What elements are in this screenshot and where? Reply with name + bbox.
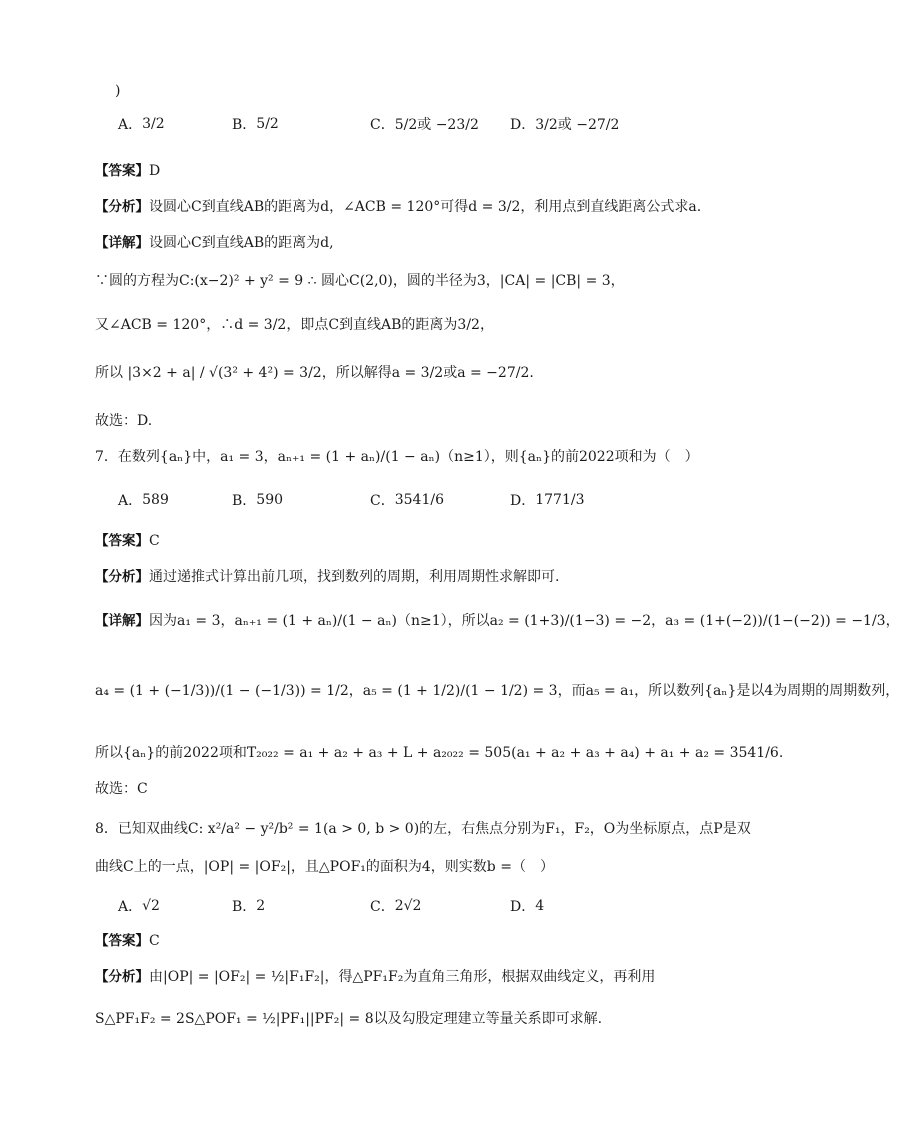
q6-answer <box>95 160 704 182</box>
q6-detail-line4: 所以 |3×2 + a| / √(3² + 4²) = 3/2，所以解得a = 3/2或a = −27/2. <box>95 365 534 381</box>
q6-detail-line2: ∵圆的方程为C:(x−2)² + y² = 9 ∴ 圆心C(2,0)，圆的半径为3，|CA| = |CB| = 3， <box>95 273 625 289</box>
q8-option-d-value: 4 <box>535 898 545 914</box>
q8-analysis-tag: 【分析】 <box>95 969 149 985</box>
q7-option-d-value: 1771/3 <box>535 492 585 508</box>
q8-answer <box>95 930 704 952</box>
q8-option-d[interactable] <box>510 896 544 916</box>
q8-option-d-label: D． <box>510 899 536 915</box>
q6-option-d-value: 3/2或 −27/2 <box>535 117 620 133</box>
q7-option-a-label: A． <box>118 493 143 509</box>
q6-option-c-value: 5/2或 −23/2 <box>394 117 479 133</box>
q8-analysis-line1-text: 由|OP| = |OF₂| = ½|F₁F₂|，得△PF₁F₂为直角三角形，根据双曲线定义，再利用 <box>149 969 656 985</box>
q7-stem: 7．在数列{aₙ}中，a₁ = 3，aₙ₊₁ = (1 + aₙ)/(1 − aₙ)（n≥1），则{aₙ}的前2022项和为（ ） <box>95 449 699 465</box>
q7-choice: 故选：C <box>95 781 148 797</box>
q6-option-c[interactable] <box>370 114 479 134</box>
q6-option-b[interactable] <box>232 114 279 134</box>
q8-option-b-label: B． <box>232 899 257 915</box>
q8-stem-line2: 曲线C上的一点，|OP| = |OF₂|，且△POF₁的面积为4，则实数b =（ ） <box>95 859 554 875</box>
q8-option-c[interactable] <box>370 896 421 916</box>
q6-detail-tag: 【详解】 <box>95 235 149 251</box>
q6-analysis <box>95 196 704 218</box>
q7-option-a[interactable] <box>118 490 169 510</box>
q7-option-b-value: 590 <box>256 492 284 508</box>
q6-stem-tail: ) <box>115 83 121 99</box>
q6-detail-line3: 又∠ACB = 120°，∴d = 3/2，即点C到直线AB的距离为3/2， <box>95 317 494 333</box>
q6-choice: 故选：D. <box>95 413 153 429</box>
q7-analysis-tag: 【分析】 <box>95 569 149 585</box>
q7-answer-tag: 【答案】 <box>95 533 149 549</box>
q7-option-c[interactable] <box>370 490 444 510</box>
q7-detail-line3: 所以{aₙ}的前2022项和T₂₀₂₂ = a₁ + a₂ + a₃ + L + a₂₀₂₂ = 505(a₁ + a₂ + a₃ + a₄) + a₁ + a₂ = 3541/6. <box>95 745 784 761</box>
q6-option-a-value: 3/2 <box>142 116 165 132</box>
q7-answer-text: C <box>149 533 160 549</box>
q7-option-b-label: B． <box>232 493 257 509</box>
q7-detail-line1 <box>95 610 900 632</box>
q6-option-d-label: D． <box>510 117 536 133</box>
q8-option-c-label: C． <box>370 899 395 915</box>
q8-analysis-line2: S△PF₁F₂ = 2S△POF₁ = ½|PF₁||PF₂| = 8以及勾股定理建立等量关系即可求解. <box>95 1011 603 1027</box>
q6-option-c-label: C． <box>370 117 395 133</box>
q6-option-b-value: 5/2 <box>256 116 279 132</box>
q8-answer-text: C <box>149 933 160 949</box>
q6-analysis-text: 设圆心C到直线AB的距离为d，∠ACB = 120°可得d = 3/2，利用点到直线距离公式求a. <box>149 199 702 215</box>
q7-answer <box>95 530 704 552</box>
q6-option-a[interactable] <box>118 114 165 134</box>
q7-analysis-text: 通过递推式计算出前几项，找到数列的周期，利用周期性求解即可. <box>149 569 560 585</box>
q8-option-b[interactable] <box>232 896 265 916</box>
q8-option-c-value: 2√2 <box>394 898 422 914</box>
q6-option-b-label: B． <box>232 117 257 133</box>
q7-detail-line1-text: 因为a₁ = 3，aₙ₊₁ = (1 + aₙ)/(1 − aₙ)（n≥1），所以a₂ = (1+3)/(1−3) = −2，a₃ = (1+(−2))/(1−(−2)) = −1/3， <box>149 613 900 629</box>
q6-analysis-tag: 【分析】 <box>95 199 149 215</box>
q8-analysis-line1 <box>95 966 704 988</box>
q6-answer-tag: 【答案】 <box>95 163 149 179</box>
q7-detail-line2: a₄ = (1 + (−1/3))/(1 − (−1/3)) = 1/2，a₅ = (1 + 1/2)/(1 − 1/2) = 3，而a₅ = a₁，所以数列{aₙ}是以4为周期的周期数列， <box>95 683 900 699</box>
q7-option-d-label: D． <box>510 493 536 509</box>
q8-option-b-value: 2 <box>256 898 266 914</box>
q7-detail-tag: 【详解】 <box>95 613 149 629</box>
q8-option-a[interactable] <box>118 896 160 916</box>
q6-detail-line1-text: 设圆心C到直线AB的距离为d, <box>149 235 334 251</box>
q8-option-a-label: A． <box>118 899 143 915</box>
q7-option-b[interactable] <box>232 490 283 510</box>
q7-option-d[interactable] <box>510 490 585 510</box>
q8-option-a-value: √2 <box>142 898 160 914</box>
q6-answer-text: D <box>149 163 161 179</box>
q8-answer-tag: 【答案】 <box>95 933 149 949</box>
q6-option-d[interactable] <box>510 114 619 134</box>
q8-stem-line1: 8．已知双曲线C: x²/a² − y²/b² = 1(a > 0, b > 0)的左，右焦点分别为F₁，F₂，O为坐标原点，点P是双 <box>95 821 751 837</box>
q7-analysis <box>95 566 704 588</box>
q6-option-a-label: A． <box>118 117 143 133</box>
q7-option-c-label: C． <box>370 493 395 509</box>
q7-option-c-value: 3541/6 <box>394 492 444 508</box>
q6-detail-line1 <box>95 232 704 254</box>
q7-option-a-value: 589 <box>142 492 169 508</box>
